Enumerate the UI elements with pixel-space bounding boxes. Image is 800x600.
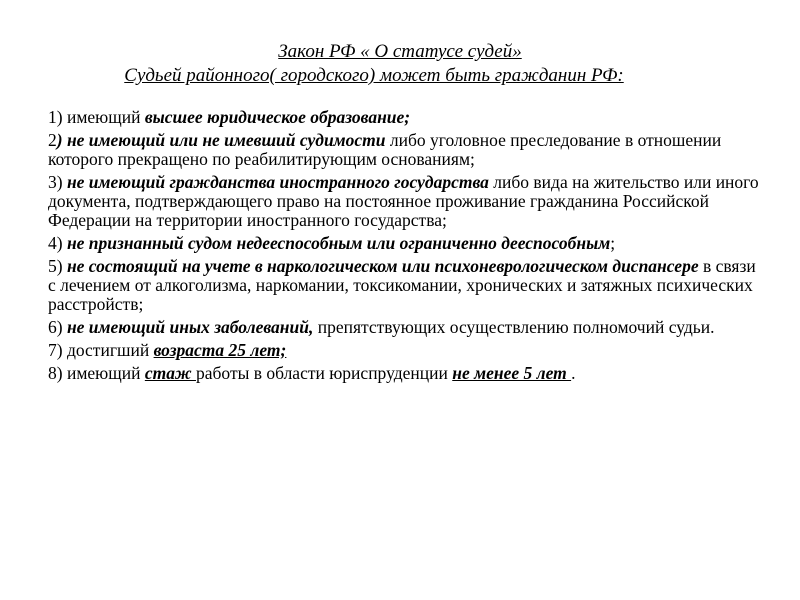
item-text: . xyxy=(571,363,576,383)
item-text: в связи с лечением от алкоголизма, наркомании, токсикомании, хронических и затяжных психических расстройств; xyxy=(48,256,756,314)
item-text: препятствующих осуществлению полномочий судьи. xyxy=(313,317,715,337)
title-block xyxy=(0,40,800,88)
item-emphasis: не менее 5 лет xyxy=(452,363,572,383)
list-item-7 xyxy=(48,341,764,360)
item-text: имеющий xyxy=(62,107,145,127)
list-item-3 xyxy=(48,173,764,230)
item-emphasis: не признанный судом недееспособным или ограниченно дееспособным xyxy=(66,233,611,253)
law-title: Закон РФ « О статусе судей» xyxy=(278,41,522,62)
requirements-list xyxy=(48,108,764,387)
item-number: 7) xyxy=(48,340,63,360)
item-number: 4) xyxy=(48,233,63,253)
slide-subtitle: Судьей районного( городского) может быть гражданин РФ: xyxy=(124,65,624,86)
item-number: 1) xyxy=(48,107,63,127)
item-text: работы в области юриспруденции xyxy=(196,363,453,383)
item-number: 3) xyxy=(48,172,63,192)
item-emphasis: не состоящий на учете в наркологическом или психоневрологическом диспансере xyxy=(66,256,699,276)
list-item-5 xyxy=(48,257,764,314)
item-emphasis: стаж xyxy=(144,363,196,383)
item-text: достигший xyxy=(62,340,154,360)
item-text: имеющий xyxy=(62,363,145,383)
item-emphasis: высшее юридическое образование; xyxy=(144,107,411,127)
item-number: 2 xyxy=(48,130,57,150)
item-text: либо вида на жительство или иного документа, подтверждающего право на постоянное проживание гражданина Российской Федерации на территории иностранного государства; xyxy=(48,172,759,230)
item-emphasis: не имеющий иных заболеваний, xyxy=(66,317,314,337)
item-text: либо уголовное преследование в отношении которого прекращено по реабилитирующим основаниям; xyxy=(48,130,722,169)
list-item-6 xyxy=(48,318,764,337)
item-emphasis: ) не имеющий или не имевший судимости xyxy=(56,130,386,150)
list-item-8 xyxy=(48,364,764,383)
item-emphasis: не имеющий гражданства иностранного государства xyxy=(66,172,489,192)
list-item-1 xyxy=(48,108,764,127)
item-number: 5) xyxy=(48,256,63,276)
list-item-2 xyxy=(48,131,764,169)
list-item-4 xyxy=(48,234,764,253)
item-text: ; xyxy=(610,233,616,253)
item-number: 8) xyxy=(48,363,63,383)
item-emphasis: возраста 25 лет; xyxy=(153,340,287,360)
item-number: 6) xyxy=(48,317,63,337)
